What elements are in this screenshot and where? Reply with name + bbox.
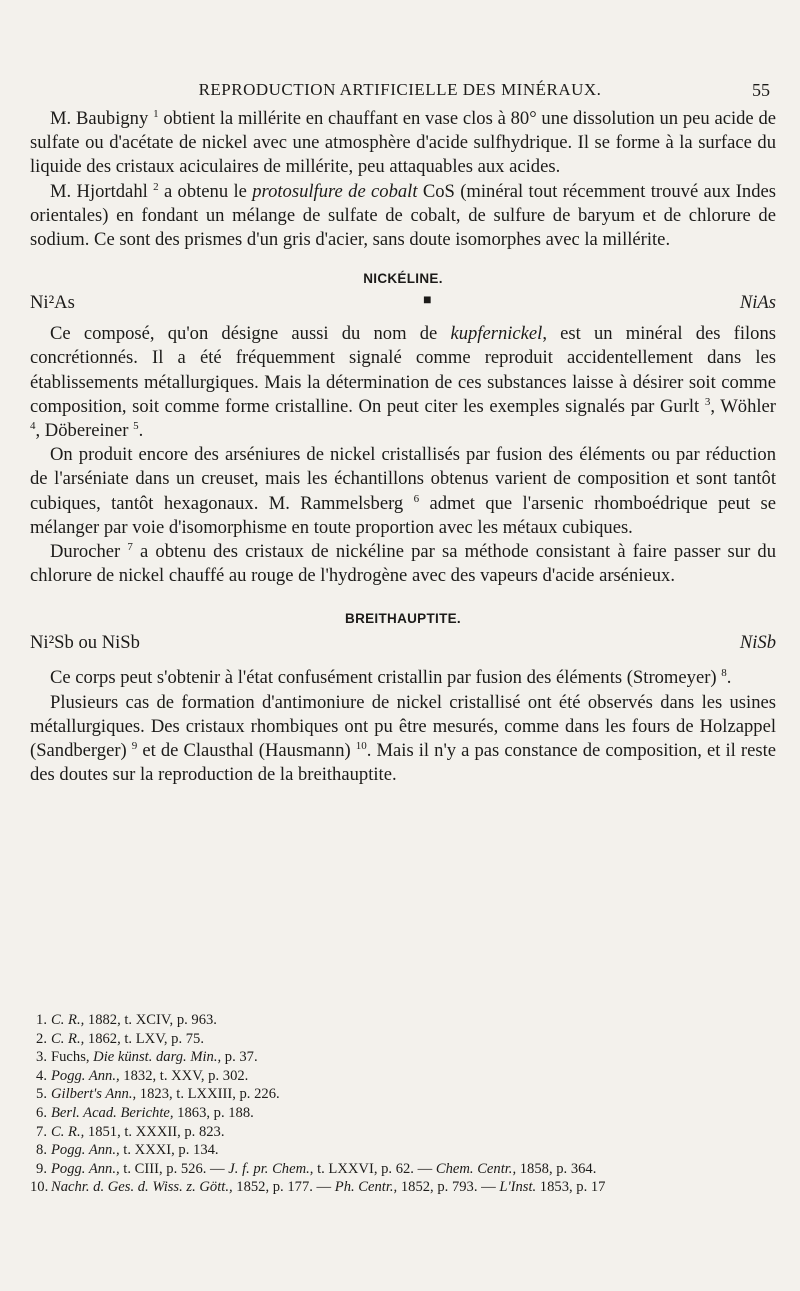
paragraph-antimoniure	[30, 691, 776, 788]
footnote-ref: 6	[413, 492, 420, 505]
footnote-item	[30, 1030, 776, 1049]
footnote-item	[30, 1085, 776, 1104]
source-title: C. R.,	[51, 1030, 85, 1047]
text-run: , est un minéral des filons concrétionnés. Il a été fréquemment signalé comme reproduit accidentellement dans les établissements métallurgiques. Mais la détermination de ces substances laisse à désirer soit comme composition, soit comme forme cristalline. On peut citer les exemples signalés par Gurlt	[30, 323, 776, 417]
footnote-number: 5.	[36, 1086, 47, 1103]
footnote-number: 6.	[36, 1104, 47, 1121]
italic-term: protosulfure de cobalt	[252, 180, 418, 202]
text-run: 1852, p. 793. —	[397, 1179, 500, 1196]
text-run: 1858, p. 364.	[516, 1160, 597, 1177]
paragraph-kupfernickel	[30, 322, 776, 443]
footnote-ref: 7	[127, 540, 133, 553]
footnote-number: 2.	[36, 1030, 47, 1047]
footnote-ref: 5	[133, 419, 139, 432]
footnote-number: 1.	[36, 1012, 47, 1028]
text-run: CoS (minéral tout récemment trouvé aux Indes orientales) en fondant un mélange de sulfate de cobalt, de sulfure de baryum et de chlorure de sodium. Ce sont des prismes d'un gris d'acier, sans doute isomorphes avec la millérite.	[30, 180, 777, 251]
formula-left: Ni²Sb ou NiSb	[30, 632, 140, 654]
page-header	[0, 80, 800, 106]
text-run: . Mais il n'y a pas constance de composition, et il reste des doutes sur la reproduction de la breithauptite.	[30, 740, 776, 786]
footnotes	[30, 1011, 776, 1197]
paragraph-arseniures	[30, 443, 776, 540]
section-title-breithauptite: BREITHAUPTITE.	[345, 611, 461, 627]
source-title: C. R.,	[51, 1012, 85, 1028]
paragraph-baubigny	[30, 107, 776, 180]
formula-right: NiAs	[739, 292, 776, 314]
text-run: 1882, t. XCIV, p. 963.	[84, 1012, 217, 1028]
running-title: REPRODUCTION ARTIFICIELLE DES MINÉRAUX.	[198, 80, 602, 99]
text-run: et de Clausthal (Hausmann)	[137, 740, 351, 762]
source-title: Ph. Centr.,	[334, 1179, 398, 1196]
footnote-ref: 1	[153, 107, 159, 120]
text-run: 1823, t. LXXIII, p. 226.	[136, 1086, 280, 1103]
footnote-number: 7.	[36, 1123, 47, 1140]
text-run: M. Baubigny	[50, 108, 149, 129]
footnote-number: 9.	[36, 1160, 47, 1177]
text-run: Fuchs,	[51, 1049, 94, 1066]
paragraph-durocher	[30, 540, 776, 588]
text-run: 1862, t. LXV, p. 75.	[84, 1030, 204, 1047]
text-run: .	[138, 420, 144, 442]
footnote-number: 10.	[30, 1179, 49, 1196]
text-run: 1851, t. XXXII, p. 823.	[84, 1123, 225, 1140]
source-title: Chem. Centr.,	[435, 1160, 517, 1177]
ornament-dot: ■	[423, 293, 432, 309]
source-title: Die künst. darg. Min.,	[93, 1049, 222, 1066]
page-number: 55	[752, 80, 770, 100]
source-title: Pogg. Ann.,	[51, 1067, 120, 1084]
text-run: Ce corps peut s'obtenir à l'état confusément cristallin par fusion des éléments (Stromeyer)	[50, 667, 717, 689]
text-run: 1853, p. 17	[536, 1179, 606, 1196]
footnote-item	[30, 1178, 776, 1197]
text-run: M. Hjortdahl	[50, 180, 148, 202]
text-run: , Döbereiner	[35, 420, 129, 442]
footnote-item	[30, 1141, 776, 1160]
footnote-item	[30, 1160, 776, 1179]
text-run: Durocher	[50, 541, 121, 563]
footnote-ref: 9	[131, 739, 138, 752]
source-title: Pogg. Ann.,	[51, 1142, 120, 1159]
source-title: Berl. Acad. Berichte,	[51, 1104, 174, 1121]
footnote-item	[30, 1011, 776, 1030]
source-title: J. f. pr. Chem.,	[228, 1160, 314, 1177]
footnote-item	[30, 1123, 776, 1142]
footnote-ref: 4	[30, 419, 36, 432]
footnote-ref: 2	[153, 180, 159, 193]
text-run: , Wöhler	[710, 395, 776, 417]
text-run: a obtenu le	[158, 180, 253, 202]
text-run: t. LXXVI, p. 62. —	[313, 1160, 436, 1177]
footnote-item	[30, 1067, 776, 1086]
text-run: t. CIII, p. 526. —	[119, 1160, 229, 1177]
paragraph-stromeyer	[30, 666, 776, 690]
source-title: C. R.,	[51, 1123, 85, 1140]
text-run: t. XXXI, p. 134.	[119, 1142, 219, 1159]
footnote-number: 3.	[36, 1049, 47, 1066]
text-run: On produit encore des arséniures de nickel cristallisés par fusion des éléments ou par réduction de l'arséniate dans un creuset, mais les échantillons obtenus varient de composition et sont tantôt cubiques, tantôt hexagonaux. M. Rammelsberg	[30, 444, 776, 514]
source-title: Pogg. Ann.,	[51, 1160, 120, 1177]
formula-left: Ni²As	[30, 292, 75, 314]
source-title: L'Inst.	[499, 1179, 537, 1196]
formula-row-breithauptite	[30, 630, 776, 656]
text-run: admet que l'arsenic rhomboédrique peut se mélanger par voie d'isomorphisme en toute proportion avec les métaux cubiques.	[30, 492, 776, 538]
text-run: 1832, t. XXV, p. 302.	[119, 1067, 249, 1084]
text-run: .	[726, 667, 732, 689]
footnote-ref: 8	[721, 667, 727, 680]
text-run: 1863, p. 188.	[173, 1104, 254, 1121]
footnote-item	[30, 1048, 776, 1067]
text-run: Plusieurs cas de formation d'antimoniure de nickel cristallisé ont été observés dans les usines métallurgiques. Des cristaux rhombiques ont pu être mesurés, comme dans les fours de Holzappel (Sandberger)	[30, 691, 776, 762]
italic-term: kupfernickel	[450, 323, 543, 345]
formula-row-nickeline	[30, 290, 776, 316]
paragraph-hjortdahl	[30, 180, 776, 253]
text-run: p. 37.	[221, 1049, 258, 1066]
text-run: 1852, p. 177. —	[232, 1179, 335, 1196]
section-title-nickeline: NICKÉLINE.	[363, 271, 443, 287]
footnote-ref: 3	[704, 395, 711, 408]
text-run: a obtenu des cristaux de nickéline par sa méthode consistant à faire passer sur du chlorure de nickel chauffé au rouge de l'hydrogène avec des vapeurs d'acide arsénieux.	[30, 541, 777, 587]
text-run: Ce composé, qu'on désigne aussi du nom de	[50, 323, 451, 345]
footnote-ref: 10	[355, 739, 367, 752]
formula-right: NiSb	[739, 632, 776, 654]
main-text	[30, 107, 776, 787]
footnote-item	[30, 1104, 776, 1123]
source-title: Nachr. d. Ges. d. Wiss. z. Gött.,	[51, 1179, 233, 1196]
footnote-number: 8.	[36, 1142, 47, 1159]
source-title: Gilbert's Ann.,	[51, 1086, 137, 1103]
footnote-number: 4.	[36, 1067, 47, 1084]
text-run: obtient la millérite en chauffant en vase clos à 80° une dissolution un peu acide de sulfate ou d'acétate de nickel avec une atmosphère d'acide sulfhydrique. Il se forme à la surface du liquide des cristaux aciculaires de millérite, peu attaquables aux acides.	[30, 108, 776, 178]
